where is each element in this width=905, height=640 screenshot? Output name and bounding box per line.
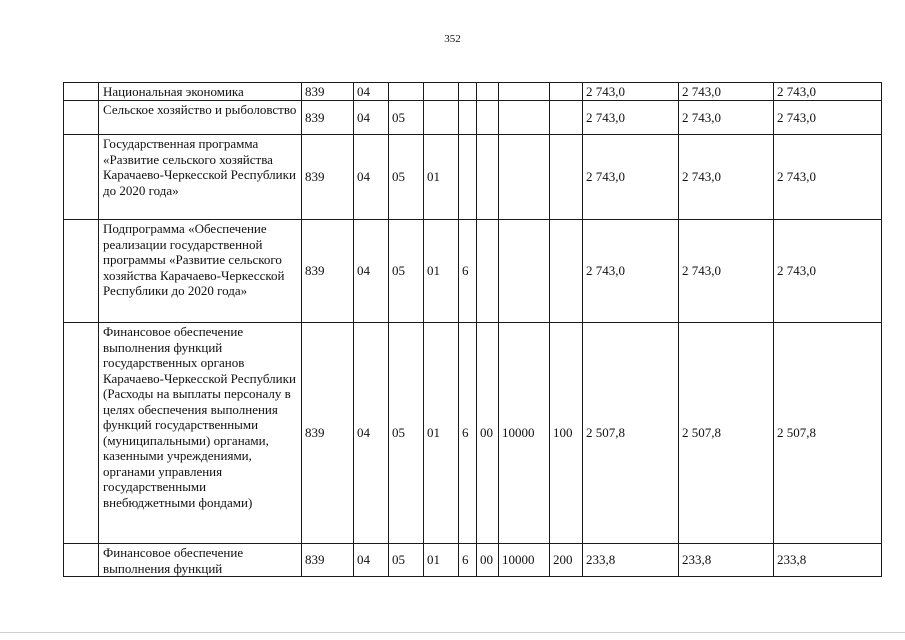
direction-code-cell [499,220,550,323]
amount-year2-cell: 233,8 [679,544,774,577]
amount-year1-cell: 2 743,0 [583,83,679,101]
amount-year3-cell: 2 743,0 [774,135,882,220]
subprogram-code-cell [459,101,477,135]
amount-year1-cell: 233,8 [583,544,679,577]
table-row [64,323,882,544]
direction-code-cell: 10000 [499,544,550,577]
item-name-cell: Государственная программа «Развитие сельского хозяйства Карачаево-Черкесской Республики до 2020 года» [99,135,302,220]
amount-year1-cell: 2 743,0 [583,135,679,220]
ministry-code-cell: 839 [302,220,354,323]
subsection-code-cell [389,83,424,101]
subprogram-code-cell [459,135,477,220]
ministry-code-cell: 839 [302,101,354,135]
ministry-code-cell: 839 [302,135,354,220]
item-name-cell: Финансовое обеспечение выполнения функций [99,544,302,577]
amount-year1-cell: 2 743,0 [583,220,679,323]
program-code-cell [424,101,459,135]
row-index-cell [64,135,99,220]
direction-code-cell [499,101,550,135]
table-row [64,220,882,323]
section-code-cell: 04 [354,101,389,135]
expense-type-cell [550,101,583,135]
table-row [64,544,882,577]
measure-code-cell [477,220,499,323]
program-code-cell: 01 [424,323,459,544]
section-code-cell: 04 [354,544,389,577]
subprogram-code-cell [459,83,477,101]
amount-year1-cell: 2 507,8 [583,323,679,544]
expense-type-cell: 200 [550,544,583,577]
program-code-cell: 01 [424,220,459,323]
subsection-code-cell: 05 [389,220,424,323]
program-code-cell: 01 [424,544,459,577]
measure-code-cell [477,101,499,135]
row-index-cell [64,83,99,101]
subsection-code-cell: 05 [389,135,424,220]
item-name-cell: Финансовое обеспечение выполнения функций государственных органов Карачаево-Черкесской Республики (Расходы на выплаты персоналу в целях обеспечения выполнения функций государственными (муниципальными) органами, казенными учреждениями, органами управления государственными внебюджетными фондами) [99,323,302,544]
item-name-cell: Национальная экономика [99,83,302,101]
table-row [64,135,882,220]
direction-code-cell [499,135,550,220]
section-code-cell: 04 [354,135,389,220]
row-index-cell [64,323,99,544]
amount-year3-cell: 2 743,0 [774,83,882,101]
ministry-code-cell: 839 [302,83,354,101]
program-code-cell: 01 [424,135,459,220]
amount-year2-cell: 2 743,0 [679,101,774,135]
ministry-code-cell: 839 [302,323,354,544]
table-row [64,101,882,135]
item-name-cell: Подпрограмма «Обеспечение реализации государственной программы «Развитие сельского хозяйства Карачаево-Черкесской Республики до 2020 года» [99,220,302,323]
expense-type-cell: 100 [550,323,583,544]
section-code-cell: 04 [354,220,389,323]
ministry-code-cell: 839 [302,544,354,577]
section-code-cell: 04 [354,323,389,544]
section-code-cell: 04 [354,83,389,101]
budget-table [63,82,882,577]
amount-year2-cell: 2 507,8 [679,323,774,544]
subsection-code-cell: 05 [389,323,424,544]
amount-year1-cell: 2 743,0 [583,101,679,135]
expense-type-cell [550,135,583,220]
subsection-code-cell: 05 [389,101,424,135]
item-name-cell: Сельское хозяйство и рыболовство [99,101,302,135]
subprogram-code-cell: 6 [459,323,477,544]
measure-code-cell: 00 [477,323,499,544]
expense-type-cell [550,83,583,101]
amount-year3-cell: 2 507,8 [774,323,882,544]
row-index-cell [64,220,99,323]
program-code-cell [424,83,459,101]
row-index-cell [64,101,99,135]
amount-year2-cell: 2 743,0 [679,83,774,101]
scan-artifact-line [0,632,905,633]
table-row [64,83,882,101]
page-number: 352 [444,33,461,45]
amount-year3-cell: 2 743,0 [774,101,882,135]
amount-year3-cell: 233,8 [774,544,882,577]
expense-type-cell [550,220,583,323]
subprogram-code-cell: 6 [459,544,477,577]
subsection-code-cell: 05 [389,544,424,577]
subprogram-code-cell: 6 [459,220,477,323]
measure-code-cell [477,135,499,220]
direction-code-cell [499,83,550,101]
amount-year2-cell: 2 743,0 [679,220,774,323]
direction-code-cell: 10000 [499,323,550,544]
amount-year3-cell: 2 743,0 [774,220,882,323]
measure-code-cell [477,83,499,101]
amount-year2-cell: 2 743,0 [679,135,774,220]
measure-code-cell: 00 [477,544,499,577]
row-index-cell [64,544,99,577]
